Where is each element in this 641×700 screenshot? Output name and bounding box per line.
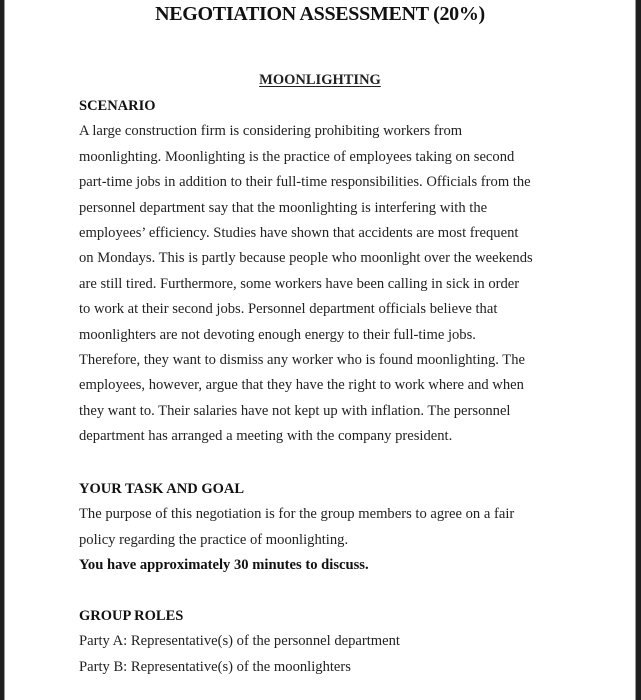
task-section <box>79 477 579 579</box>
scenario-line: personnel department say that the moonlighting is interfering with the <box>79 199 488 216</box>
scenario-line: A large construction firm is considering prohibiting workers from <box>79 123 463 140</box>
scenario-line: moonlighting. Moonlighting is the practice of employees taking on second <box>79 148 515 165</box>
task-heading: YOUR TASK AND GOAL <box>79 481 245 497</box>
scenario-line: department has arranged a meeting with the company president. <box>79 428 453 445</box>
role-party-b: Party B: Representative(s) of the moonlighters <box>79 658 351 675</box>
scenario-line: moonlighters are not devoting enough energy to their full-time jobs. <box>79 326 476 343</box>
task-line: policy regarding the practice of moonlighting. <box>79 531 349 548</box>
roles-heading: GROUP ROLES <box>79 608 184 624</box>
scenario-section <box>79 94 579 449</box>
scenario-line: are still tired. Furthermore, some workers have been calling in sick in order <box>79 275 520 292</box>
task-time-limit: You have approximately 30 minutes to discuss. <box>79 557 369 574</box>
scenario-line: employees, however, argue that they have the right to work where and when <box>79 377 524 394</box>
scenario-heading: SCENARIO <box>79 98 156 114</box>
scenario-line: employees’ efficiency. Studies have shown that accidents are most frequent <box>79 224 519 241</box>
scenario-line: to work at their second jobs. Personnel department officials believe that <box>79 301 498 318</box>
page-edge-left <box>4 0 5 700</box>
roles-section <box>79 604 579 680</box>
role-party-a: Party A: Representative(s) of the personnel department <box>79 633 400 650</box>
task-line: The purpose of this negotiation is for the group members to agree on a fair <box>79 506 515 523</box>
scenario-line: on Mondays. This is partly because people who moonlight over the weekends <box>79 250 533 267</box>
scenario-line: they want to. Their salaries have not kept up with inflation. The personnel <box>79 402 511 419</box>
scenario-line: part-time jobs in addition to their full-time responsibilities. Officials from the <box>79 174 531 191</box>
scenario-line: Therefore, they want to dismiss any worker who is found moonlighting. The <box>79 351 525 368</box>
page-edge-right <box>635 0 636 700</box>
case-title: MOONLIGHTING <box>259 72 381 88</box>
document-title: NEGOTIATION ASSESSMENT (20%) <box>155 3 485 25</box>
